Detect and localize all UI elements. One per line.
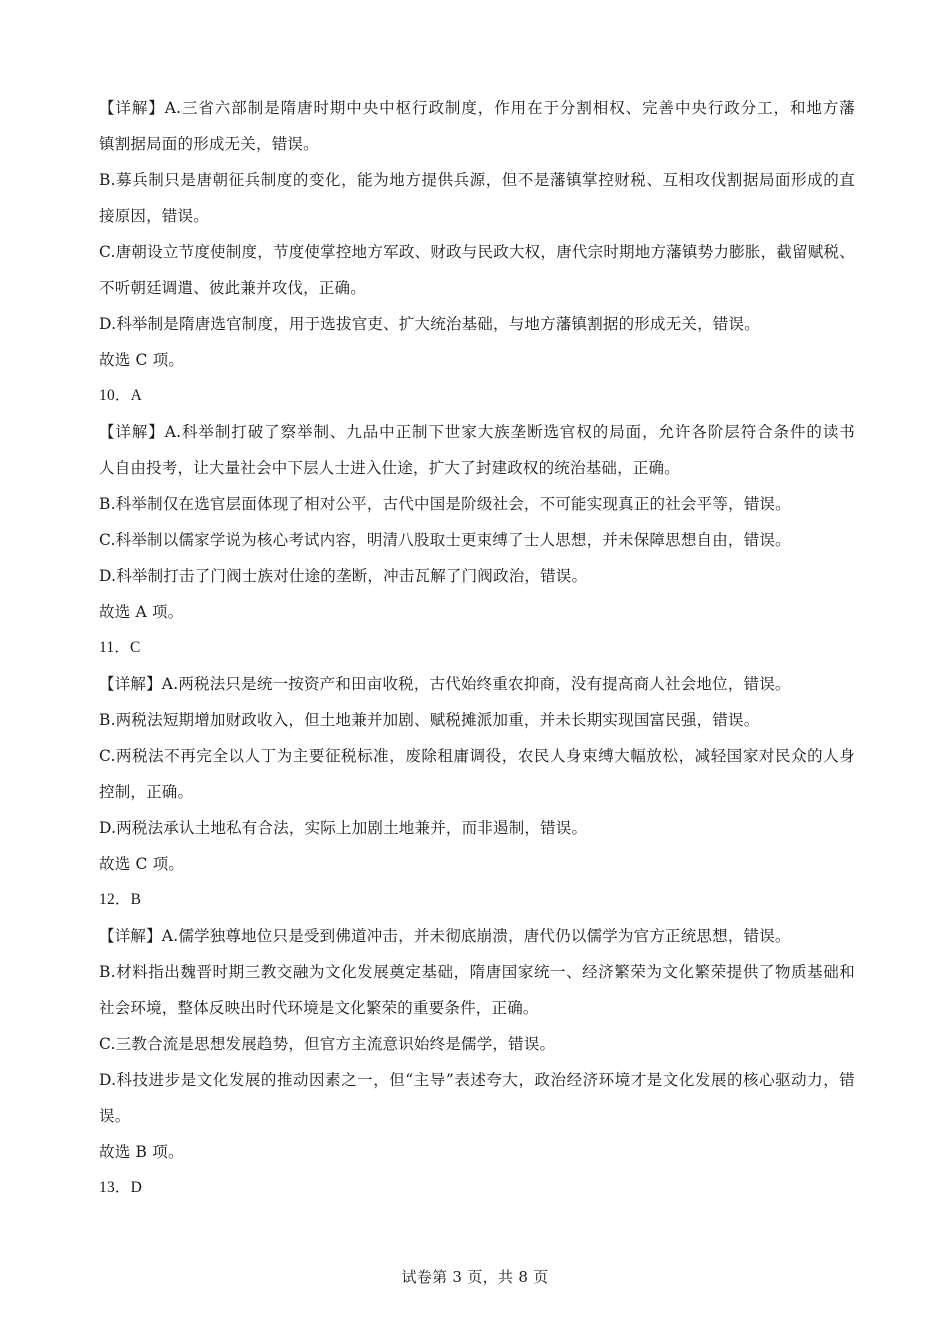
text-line: 社会环境，整体反映出时代环境是文化繁荣的重要条件，正确。 bbox=[99, 999, 539, 1017]
conclusion-line: 故选 C 项。 bbox=[99, 351, 185, 369]
question-number: 11．C bbox=[99, 639, 141, 656]
text-line: 【详解】A.三省六部制是隋唐时期中央中枢行政制度，作用在于分割相权、完善中央行政分工，和地方藩 bbox=[99, 99, 855, 117]
text-line: D.科举制打击了门阀士族对仕途的垄断，冲击瓦解了门阀政治，错误。 bbox=[99, 567, 588, 585]
question-number: 12．B bbox=[99, 891, 142, 908]
text-line: B.两税法短期增加财政收入，但土地兼并加剧、赋税摊派加重，并未长期实现国富民强，错误。 bbox=[99, 711, 760, 729]
text-line: 【详解】A.科举制打破了察举制、九品中正制下世家大族垄断选官权的局面，允许各阶层符合条件的读书 bbox=[99, 423, 855, 441]
text-line: B.科举制仅在选官层面体现了相对公平，古代中国是阶级社会，不可能实现真正的社会平等，错误。 bbox=[99, 495, 791, 513]
text-line: C.三教合流是思想发展趋势，但官方主流意识始终是儒学，错误。 bbox=[99, 1035, 556, 1053]
text-line: C.两税法不再完全以人丁为主要征税标准，废除租庸调役，农民人身束缚大幅放松，减轻国家对民众的人身 bbox=[99, 747, 855, 765]
text-line: 【详解】A.儒学独尊地位只是受到佛道冲击，并未彻底崩溃，唐代仍以儒学为官方正统思想，错误。 bbox=[99, 927, 791, 945]
conclusion-line: 故选 B 项。 bbox=[99, 1143, 184, 1161]
text-line: D.科技进步是文化发展的推动因素之一，但“主导”表述夸大，政治经济环境才是文化发展的核心驱动力，错 bbox=[99, 1071, 855, 1089]
text-line: 误。 bbox=[99, 1107, 131, 1125]
text-line: D.两税法承认土地私有合法，实际上加剧土地兼并，而非遏制，错误。 bbox=[99, 819, 588, 837]
text-line: 【详解】A.两税法只是统一按资产和田亩收税，古代始终重农抑商，没有提高商人社会地位，错误。 bbox=[99, 675, 791, 693]
text-line: D.科举制是隋唐选官制度，用于选拔官吏、扩大统治基础，与地方藩镇割据的形成无关，错误。 bbox=[99, 315, 760, 333]
text-line: C.唐朝设立节度使制度，节度使掌控地方军政、财政与民政大权，唐代宗时期地方藩镇势力膨胀，截留赋税、 bbox=[99, 243, 855, 261]
page-footer: 试卷第 3 页，共 8 页 bbox=[401, 1268, 549, 1286]
question-number: 10．A bbox=[99, 387, 142, 404]
conclusion-line: 故选 C 项。 bbox=[99, 855, 185, 873]
text-line: 镇割据局面的形成无关，错误。 bbox=[99, 135, 319, 153]
question-number: 13．D bbox=[99, 1179, 142, 1196]
text-line: 控制，正确。 bbox=[99, 783, 194, 801]
conclusion-line: 故选 A 项。 bbox=[99, 603, 184, 621]
answer-explanations bbox=[99, 90, 855, 1206]
text-line: C.科举制以儒家学说为核心考试内容，明清八股取士更束缚了士人思想，并未保障思想自由，错误。 bbox=[99, 531, 791, 549]
text-line: 接原因，错误。 bbox=[99, 207, 209, 225]
text-line: B.募兵制只是唐朝征兵制度的变化，能为地方提供兵源，但不是藩镇掌控财税、互相攻伐割据局面形成的直 bbox=[99, 171, 855, 189]
text-line: 不听朝廷调遣、彼此兼并攻伐，正确。 bbox=[99, 279, 366, 297]
text-line: B.材料指出魏晋时期三教交融为文化发展奠定基础，隋唐国家统一、经济繁荣为文化繁荣提供了物质基础和 bbox=[99, 963, 855, 981]
text-line: 人自由投考，让大量社会中下层人士进入仕途，扩大了封建政权的统治基础，正确。 bbox=[99, 459, 680, 477]
